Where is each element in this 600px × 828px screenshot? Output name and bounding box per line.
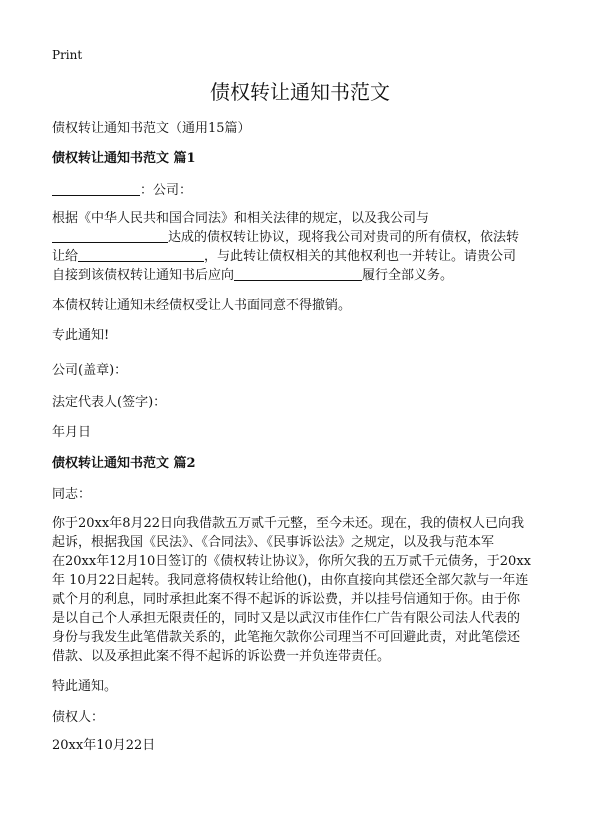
text-line: 达成的债权转让协议，现将我公司对贵司的所有债权，依法转 xyxy=(168,230,520,245)
text-line: 贰个月的利息，同时承担此案不得不起诉的诉讼费，并以挂号信通知于你。由于你 xyxy=(52,592,521,607)
text-line: 你于20xx年8月22日向我借款五万贰千元整，至今未还。现在，我的债权人已向我 xyxy=(52,516,525,531)
paragraph: 特此通知。 xyxy=(52,679,118,694)
text-line: 让给 xyxy=(52,249,79,264)
paragraph: 本债权转让通知未经债权受让人书面同意不得撤销。 xyxy=(52,298,352,313)
section1-paragraph xyxy=(52,209,519,285)
print-link[interactable]: Print xyxy=(52,48,83,62)
text-line: 在20xx年12月10日签订的《债权转让协议》，你所欠我的五万贰千元债务，于20xx xyxy=(52,554,531,569)
text-line: 是以自己个人承担无限责任的，同时又是以武汉市佳作仁广告有限公司法人代表的 xyxy=(52,611,521,626)
text-line: 年 10月22日起转。我同意将债权转让给他()，由你直接向其偿还全部欠款与一年连 xyxy=(52,573,529,588)
blank-field xyxy=(52,229,168,243)
paragraph: 债权人： xyxy=(52,710,105,725)
blank-field xyxy=(234,267,362,281)
text-line: 起诉，根据我国《民法》、《合同法》、《民事诉讼法》之规定，以及我与范本军 xyxy=(52,535,495,550)
paragraph: 专此通知! xyxy=(52,328,110,343)
blank-field xyxy=(52,182,140,196)
paragraph: 法定代表人(签字)： xyxy=(52,395,167,410)
paragraph: 年月日 xyxy=(52,425,92,440)
salutation-text: ：公司： xyxy=(140,183,193,198)
page-title: 债权转让通知书范文 xyxy=(210,80,390,104)
text-line: 根据《中华人民共和国合同法》和相关法律的规定，以及我公司与 xyxy=(52,211,430,226)
blank-field xyxy=(78,248,204,262)
section2-salutation: 同志： xyxy=(52,487,92,502)
section1-salutation xyxy=(52,181,192,200)
paragraph: 公司(盖章)： xyxy=(52,363,128,378)
text-line: ，与此转让债权相关的其他权利也一并转让。请贵公司 xyxy=(204,249,517,264)
text-line: 自接到该债权转让通知书后应向 xyxy=(52,268,235,283)
subtitle: 债权转让通知书范文（通用15篇） xyxy=(52,121,251,136)
text-line: 借款、以及承担此案不得不起诉的诉讼费一并负连带责任。 xyxy=(52,649,391,664)
date: 20xx年10月22日 xyxy=(52,738,156,753)
section2-paragraph xyxy=(52,514,531,666)
text-line: 履行全部义务。 xyxy=(362,268,454,283)
section1-heading: 债权转让通知书范文 篇1 xyxy=(52,151,196,166)
section2-heading: 债权转让通知书范文 篇2 xyxy=(52,456,196,471)
text-line: 身份与我发生此笔借款关系的，此笔拖欠款你公司理当不可回避此责，对此笔偿还 xyxy=(52,630,521,645)
